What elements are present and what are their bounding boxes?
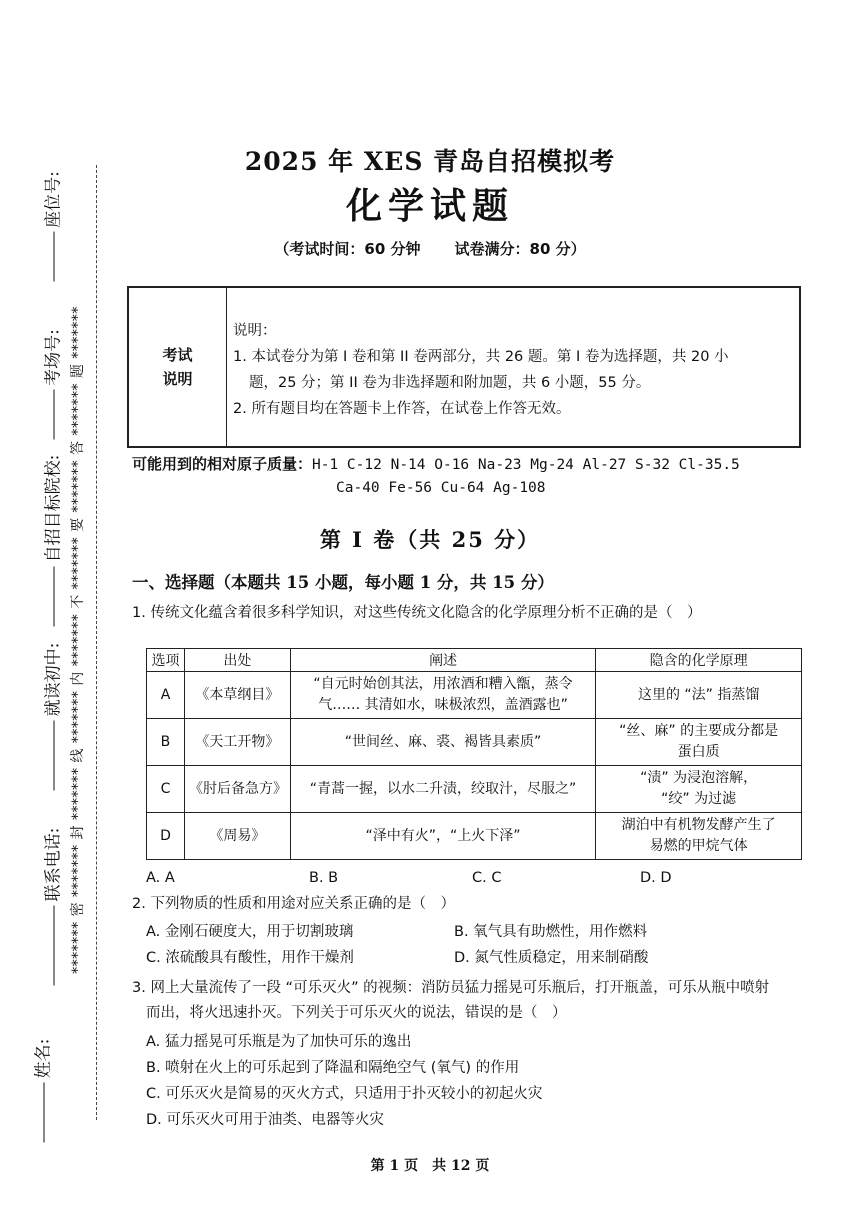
instructions-label-line2: 说明: [162, 370, 193, 388]
principle-line: 易燃的甲烷气体: [649, 838, 748, 854]
description-line: “世间丝、麻、裘、褐皆具素质”: [344, 733, 542, 750]
principle-cell: [596, 766, 802, 813]
q1-option-c: C. C: [472, 870, 502, 886]
table-row: [147, 719, 802, 766]
binding-seal-text: ******* 密 ******* 封 ******* 线 ******* 内 ******* 不 ******* 要 ******* 答 ******* 题 *******: [70, 306, 86, 974]
exam-time: （考试时间：60 分钟: [274, 240, 421, 258]
principle-cell: [596, 672, 802, 719]
binding-field-seat: 座位号:: [39, 164, 64, 294]
binding-field-name: 姓名:: [29, 1018, 54, 1168]
q1-option-b: B. B: [309, 870, 339, 886]
principle-line: “渍” 为浸泡溶解，: [640, 770, 758, 786]
q1-stem: 1. 传统文化蕴含着很多科学知识，对这些传统文化隐含的化学原理分析不正确的是（ ）: [132, 605, 702, 621]
description-line: 气…… 其清如水，味极浓烈，盖酒露也”: [318, 697, 568, 713]
q2-option-c: C. 浓硫酸具有酸性，用作干燥剂: [146, 950, 354, 966]
principle-line: 湖泊中有机物发酵产生了: [621, 817, 776, 833]
q3-option-b: B. 喷射在火上的可乐起到了降温和隔绝空气 (氧气) 的作用: [146, 1060, 520, 1076]
atomic-masses: [132, 453, 740, 474]
exam-score: 试卷满分：80 分）: [454, 240, 586, 258]
principle-cell: [596, 813, 802, 860]
q2-option-d: D. 氮气性质稳定，用来制硝酸: [454, 950, 649, 966]
atomic-masses-label: 可能用到的相对原子质量：: [132, 455, 313, 473]
atomic-masses-line2: Ca-40 Fe-56 Cu-64 Ag-108: [336, 480, 546, 496]
q2-stem: 2. 下列物质的性质和用途对应关系正确的是（ ）: [132, 896, 455, 912]
q1-option-a: A. A: [146, 870, 175, 886]
table-header: 出处: [184, 649, 290, 672]
atomic-masses-line1: H-1 C-12 N-14 O-16 Na-23 Mg-24 Al-27 S-32 Cl-35.5: [312, 457, 740, 473]
q2-option-a: A. 金刚石硬度大，用于切割玻璃: [146, 924, 354, 940]
option-cell: B: [147, 719, 185, 766]
description-line: “自元时始创其法，用浓酒和糟入甑，蒸令: [313, 676, 573, 692]
instructions-label-line1: 考试: [162, 346, 193, 364]
binding-field-middle-school: 就读初中:: [39, 634, 64, 804]
option-cell: A: [147, 672, 185, 719]
table-header-row: [147, 649, 802, 672]
table-header: 隐含的化学原理: [596, 649, 802, 672]
q3-option-d: D. 可乐灭火可用于油类、电器等火灾: [146, 1112, 384, 1128]
principle-line: “绞” 为过滤: [661, 791, 737, 807]
instructions-body: [233, 318, 789, 422]
binding-dashed-line: [96, 165, 97, 1120]
source-cell: 《天工开物》: [184, 719, 290, 766]
instructions-box: [127, 286, 801, 448]
binding-field-phone: 联系电话:: [39, 814, 64, 1004]
table-row: [147, 672, 802, 719]
q3-option-a: A. 猛力摇晃可乐瓶是为了加快可乐的逸出: [146, 1034, 412, 1050]
table-header: 选项: [147, 649, 185, 672]
source-cell: 《周易》: [184, 813, 290, 860]
table-header: 阐述: [290, 649, 596, 672]
instructions-item-1-cont: 题，25 分；第 II 卷为非选择题和附加题，共 6 小题，55 分。: [249, 375, 651, 391]
option-cell: C: [147, 766, 185, 813]
description-cell: [290, 672, 596, 719]
instructions-heading: 说明：: [233, 323, 277, 339]
table-row: [147, 766, 802, 813]
description-cell: [290, 719, 596, 766]
page-footer: 第 1 页 共 12 页: [370, 1158, 490, 1174]
exam-title: 2025 年 XES 青岛自招模拟考: [244, 147, 616, 176]
table-row: [147, 813, 802, 860]
exam-meta: [0, 238, 860, 259]
description-cell: [290, 813, 596, 860]
q3-stem-line2: 而出，将火迅速扑灭。下列关于可乐灭火的说法，错误的是（ ）: [146, 1005, 567, 1021]
instructions-item-1: 1. 本试卷分为第 I 卷和第 II 卷两部分，共 26 题。第 I 卷为选择题，共 20 小: [233, 349, 729, 365]
binding-field-school: 自招目标院校:: [39, 448, 64, 638]
section-title: 一、选择题（本题共 15 小题，每小题 1 分，共 15 分）: [132, 573, 554, 592]
principle-cell: [596, 719, 802, 766]
principle-line: 这里的 “法” 指蒸馏: [637, 686, 760, 703]
q3-option-c: C. 可乐灭火是简易的灭火方式，只适用于扑灭较小的初起火灾: [146, 1086, 543, 1102]
principle-line: 蛋白质: [677, 744, 720, 760]
q2-option-b: B. 氧气具有助燃性，用作燃料: [454, 924, 648, 940]
binding-field-room: 考场号:: [39, 322, 64, 452]
part1-title: 第 I 卷（共 25 分）: [319, 527, 541, 552]
q1-table: [146, 648, 802, 860]
instructions-label: [129, 288, 227, 446]
q1-option-d: D. D: [640, 870, 672, 886]
source-cell: 《本草纲目》: [184, 672, 290, 719]
source-cell: 《肘后备急方》: [184, 766, 290, 813]
subject-title: 化学试题: [345, 185, 514, 227]
q3-stem-line1: 3. 网上大量流传了一段 “可乐灭火” 的视频：消防员猛力摇晃可乐瓶后，打开瓶盖，可乐从瓶中喷射: [132, 980, 770, 996]
description-line: “泽中有火”，“上火下泽”: [365, 827, 521, 844]
option-cell: D: [147, 813, 185, 860]
principle-line: “丝、麻” 的主要成分都是: [619, 723, 779, 739]
description-cell: [290, 766, 596, 813]
instructions-item-2: 2. 所有题目均在答题卡上作答，在试卷上作答无效。: [233, 401, 571, 417]
description-line: “青蒿一握，以水二升渍，绞取汁，尽服之”: [309, 780, 577, 797]
